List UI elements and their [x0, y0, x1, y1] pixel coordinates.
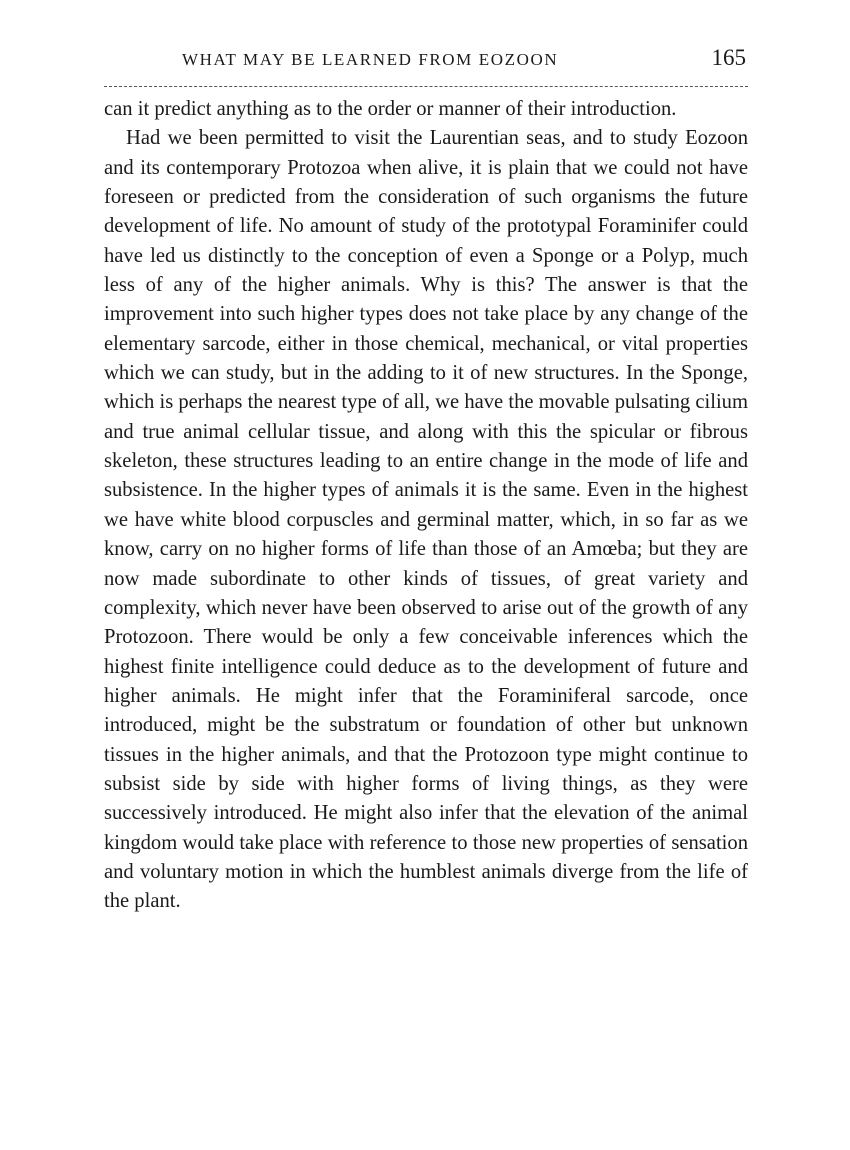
running-head-title: WHAT MAY BE LEARNED FROM EOZOON [182, 50, 559, 69]
paragraph: Had we been permitted to visit the Laurentian seas, and to study Eozoon and its contemporary Protozoa when alive, it is plain that we could not have foreseen or predicted from the consideration of such organisms the future development of life. No amount of study of the prototypal Foraminifer could have led us distinctly to the conception of even a Sponge or a Polyp, much less of any of the higher animals. Why is this? The answer is that the improvement into such higher types does not take place by any change of the elementary sarcode, either in those chemical, mechanical, or vital properties which we can study, but in the adding to it of new structures. In the Sponge, which is perhaps the nearest type of all, we have the movable pulsating cilium and true animal cellular tissue, and along with this the spicular or fibrous skeleton, these structures leading to an entire change in the mode of life and subsistence. In the higher types of animals it is the same. Even in the highest we have white blood corpuscles and germinal matter, which, in so far as we know, carry on no higher forms of life than those of an Amœba; but they are now made subordinate to other kinds of tissues, of great variety and complexity, which never have been observed to arise out of the growth of any Protozoon. There would be only a few conceivable inferences which the highest finite intelligence could deduce as to the development of future and higher animals. He might infer that the Foraminiferal sarcode, once introduced, might be the substratum or foundation of other but unknown tissues in the higher animals, and that the Protozoon type might continue to subsist side by side with higher forms of living things, as they were successively introduced. He might also infer that the elevation of the animal kingdom would take place with reference to those new properties of sensation and voluntary motion in which the humblest animals diverge from the life of the plant. [104, 127, 748, 913]
paragraph-continuation: can it predict anything as to the order or manner of their introduction. [104, 98, 677, 120]
book-page [104, 40, 748, 917]
body-text [104, 95, 748, 917]
header-rule [104, 86, 748, 87]
running-header [104, 40, 748, 80]
page-number: 165 [711, 45, 746, 70]
